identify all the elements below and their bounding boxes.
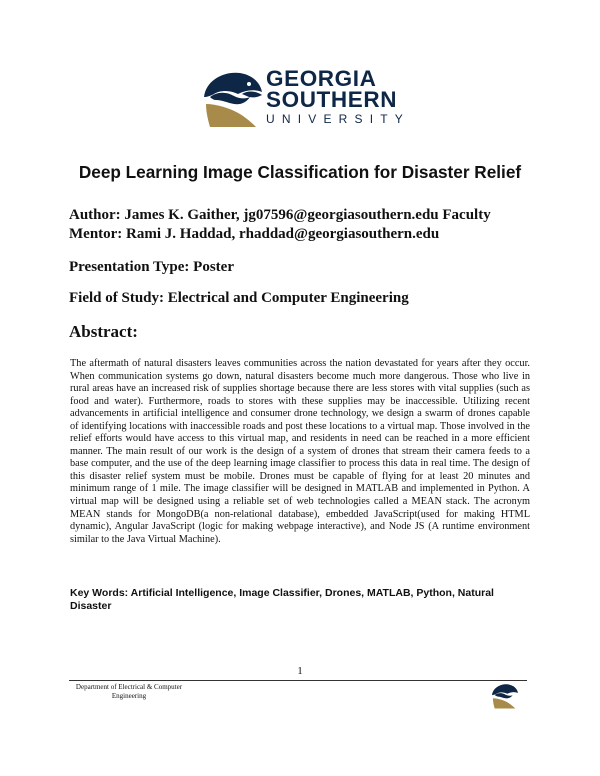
logo-line-university: UNIVERSITY [266,112,411,126]
field-of-study: Field of Study: Electrical and Computer Engineering [69,290,409,306]
footer-dept-line1: Department of Electrical & Computer [75,683,183,691]
footer-eagle-icon [487,683,523,709]
university-logo [202,66,411,130]
footer-department [69,683,189,701]
mentor-line: Mentor: Rami J. Haddad, rhaddad@georgiasouthern.edu [69,226,440,242]
keywords: Key Words: Artificial Intelligence, Image Classifier, Drones, MATLAB, Python, Natural Disaster [70,587,494,612]
presentation-type: Presentation Type: Poster [69,259,234,275]
footer-dept-line2: Engineering [111,692,147,700]
footer-divider [69,680,527,681]
logo-line-georgia: GEORGIA [266,66,377,91]
page-number: 1 [297,665,303,677]
document-title: Deep Learning Image Classification for Disaster Relief [78,162,522,182]
author-block [69,206,491,244]
abstract-body: The aftermath of natural disasters leaves communities across the nation devastated for years after they occur. When communication systems go down, natural disasters become much more dangerous. Those who live in rural areas have an increased risk of supplies shortage because there are less stores with vital supplies (such as food and water). Furthermore, roads to stores with these supplies may be inaccessible. Utilizing recent advancements in artificial intelligence and consumer drone technology, we design a swarm of drones capable of identifying locations with inaccessible roads and post these locations to a virtual map. Those involved in the relief efforts would have access to this virtual map, and residents in need can be reached in a more efficient manner. The main result of our work is the design of a system of drones that stream their camera feeds to a base computer, and the use of the deep learning image classifier to process this data in real time. The design of this disaster relief system must be mobile. Drones must be capable of flying for at least 20 minutes and minimum range of 1 mile. The image classifier will be designed in MATLAB and implemented in Python. A virtual map will be designed using a reliable set of web technologies called a MEAN stack. The acronym MEAN stands for MongoDB(a non-relational database), embedded JavaScript(used for making HTML dynamic), Angular JavaScript (logic for making webpage interactive), and Node JS (A runtime environment similar to the Java Virtual Machine). [70,358,530,545]
eagle-head-icon [202,70,264,128]
logo-line-southern: SOUTHERN [266,87,398,112]
abstract-heading: Abstract: [69,322,138,341]
author-line: Author: James K. Gaither, jg07596@georgiasouthern.edu Faculty [69,207,491,223]
